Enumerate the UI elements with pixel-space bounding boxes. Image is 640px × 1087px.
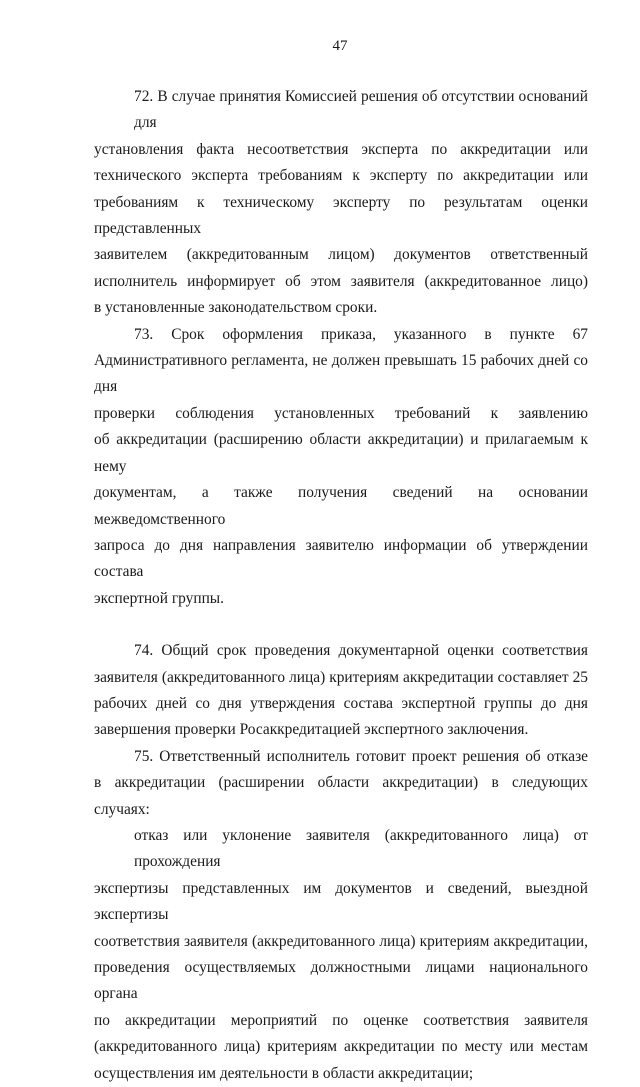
text-line: в аккредитации (расширении области аккредитации) в следующих случаях: <box>94 774 588 818</box>
text-line: экспертной группы. <box>94 589 224 607</box>
text-line: заявителем (аккредитованным лицом) документов ответственный <box>94 246 588 264</box>
page-number: 47 <box>332 38 348 54</box>
paragraph-72 <box>94 84 588 322</box>
list-item-refusal-grounds <box>94 823 588 1087</box>
text-line: документам, а также получения сведений на основании межведомственного <box>94 484 588 528</box>
text-line: отказ или уклонение заявителя (аккредитованного лица) от прохождения <box>134 826 588 871</box>
text-line: в установленные законодательством сроки. <box>94 299 378 317</box>
text-line: требованиям к техническому эксперту по результатам оценки представленных <box>94 193 588 238</box>
text-line: Административного регламента, не должен превышать 15 рабочих дней со дня <box>94 352 588 396</box>
text-line: 73. Срок оформления приказа, указанного в пункте 67 <box>134 325 588 343</box>
text-line: установления факта несоответствия эксперта по аккредитации или <box>94 140 588 158</box>
text-line: проверки соблюдения установленных требований к заявлению <box>94 404 588 422</box>
text-line: рабочих дней со дня утверждения состава экспертной группы до дня <box>94 694 588 712</box>
text-line: (аккредитованного лица) критериям аккредитации по месту или местам <box>94 1038 588 1056</box>
text-line: осуществления им деятельности в области аккредитации; <box>94 1064 474 1082</box>
text-line: технического эксперта требованиям к эксперту по аккредитации или <box>94 167 588 185</box>
paragraph-73 <box>94 322 588 612</box>
text-line: по аккредитации мероприятий по оценке соответствия заявителя <box>94 1011 588 1029</box>
text-line: соответствия заявителя (аккредитованного лица) критериям аккредитации, <box>94 932 588 950</box>
text-line: об аккредитации (расширению области аккредитации) и прилагаемым к нему <box>94 431 588 475</box>
text-line: 72. В случае принятия Комиссией решения об отсутствии оснований для <box>134 88 588 132</box>
text-line: завершения проверки Росаккредитацией экспертного заключения. <box>94 721 529 739</box>
paragraph-74 <box>94 638 588 744</box>
text-line: 74. Общий срок проведения документарной оценки соответствия <box>134 642 588 660</box>
text-line: заявителя (аккредитованного лица) критериям аккредитации составляет 25 <box>94 668 588 686</box>
text-line: экспертизы представленных им документов и сведений, выездной экспертизы <box>94 879 588 924</box>
text-line: проведения осуществляемых должностными лицами национального органа <box>94 959 588 1003</box>
document-body <box>94 84 588 1087</box>
paragraph-75 <box>94 744 588 823</box>
text-line: 75. Ответственный исполнитель готовит проект решения об отказе <box>134 747 588 765</box>
text-line: запроса до дня направления заявителю информации об утверждении состава <box>94 536 588 581</box>
text-line: исполнитель информирует об этом заявителя (аккредитованное лицо) <box>94 272 588 290</box>
